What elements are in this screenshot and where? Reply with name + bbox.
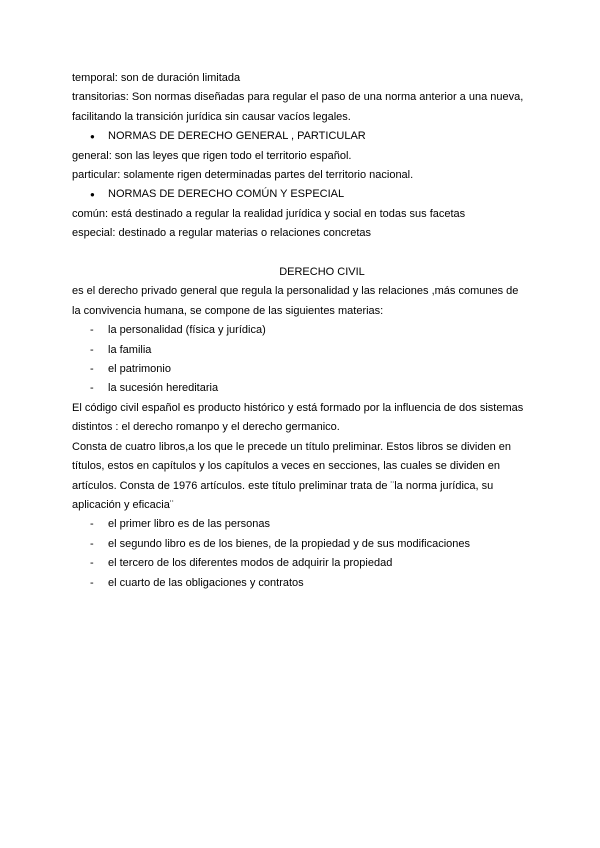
list-item-label: la sucesión hereditaria — [108, 382, 219, 395]
text-line-transitorias-cont: facilitando la transición jurídica sin causar vacíos legales. — [72, 110, 351, 123]
text-line-particular: particular: solamente rigen determinadas partes del territorio nacional. — [72, 169, 414, 182]
list-item-materia — [72, 341, 542, 360]
text-line-codigo-2: distintos : el derecho romanpo y el derecho germanico. — [72, 421, 340, 434]
text-line-libros-1: Consta de cuatro libros,a los que le precede un título preliminar. Estos libros se dividen en — [72, 440, 512, 453]
dash-icon: - — [90, 537, 94, 550]
text-line-intro-2: la convivencia humana, se compone de las siguientes materias: — [72, 304, 384, 317]
list-item-label: el primer libro es de las personas — [108, 518, 271, 531]
dash-icon: - — [90, 576, 94, 589]
list-item-label: el tercero de los diferentes modos de adquirir la propiedad — [108, 557, 393, 570]
list-item-label: el patrimonio — [108, 363, 171, 376]
bullet-label: NORMAS DE DERECHO GENERAL , PARTICULAR — [108, 130, 366, 143]
bullet-icon: ● — [90, 132, 95, 142]
list-item-libro — [72, 554, 542, 573]
list-item-materia — [72, 379, 542, 398]
text-line-libros-4: aplicación y eficacia¨ — [72, 498, 174, 511]
section-heading-derecho-civil: DERECHO CIVIL — [279, 266, 365, 279]
document-body — [72, 69, 542, 593]
text-line-transitorias: transitorias: Son normas diseñadas para regular el paso de una norma anterior a una nueva, — [72, 91, 524, 104]
bullet-item-derecho-comun — [72, 185, 542, 204]
spacer — [72, 244, 542, 263]
text-line-especial: especial: destinado a regular materias o relaciones concretas — [72, 227, 371, 240]
list-item-label: la familia — [108, 343, 152, 356]
list-item-materia — [72, 360, 542, 379]
bullet-label: NORMAS DE DERECHO COMÚN Y ESPECIAL — [108, 188, 345, 201]
dash-icon: - — [90, 518, 94, 531]
list-item-label: el cuarto de las obligaciones y contratos — [108, 576, 304, 589]
dash-icon: - — [90, 363, 94, 376]
bullet-item-derecho-general — [72, 127, 542, 146]
text-line-intro-1: es el derecho privado general que regula la personalidad y las relaciones ,más comunes de — [72, 285, 519, 298]
text-line-libros-3: artículos. Consta de 1976 artículos. este título preliminar trata de ¨la norma jurídica, su — [72, 479, 494, 492]
list-item-libro — [72, 535, 542, 554]
text-line-comun: común: está destinado a regular la realidad jurídica y social en todas sus facetas — [72, 207, 466, 220]
list-item-libro — [72, 574, 542, 593]
text-line-codigo-1: El código civil español es producto histórico y está formado por la influencia de dos sistemas — [72, 401, 524, 414]
dash-icon: - — [90, 343, 94, 356]
list-item-libro — [72, 515, 542, 534]
list-item-label: la personalidad (física y jurídica) — [108, 324, 266, 337]
text-line-temporal: temporal: son de duración limitada — [72, 72, 241, 84]
list-item-label: el segundo libro es de los bienes, de la propiedad y de sus modificaciones — [108, 537, 471, 550]
dash-icon: - — [90, 382, 94, 395]
text-line-general: general: son las leyes que rigen todo el territorio español. — [72, 149, 352, 162]
dash-icon: - — [90, 557, 94, 570]
list-item-materia — [72, 321, 542, 340]
bullet-icon: ● — [90, 190, 95, 200]
text-line-libros-2: títulos, estos en capítulos y los capítulos a veces en secciones, las cuales se dividen en — [72, 460, 501, 473]
dash-icon: - — [90, 324, 94, 337]
